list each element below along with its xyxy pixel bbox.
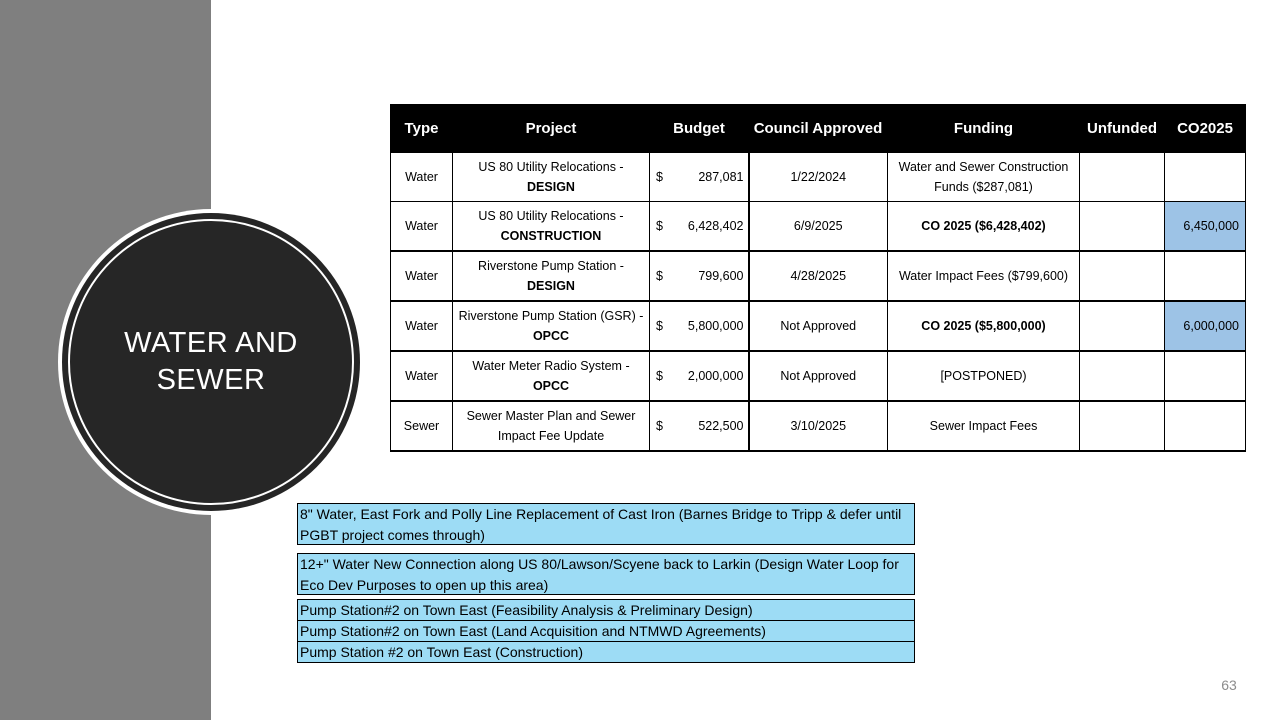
cell-funding: CO 2025 ($6,428,402) (888, 202, 1080, 252)
header-unfunded: Unfunded (1080, 105, 1165, 153)
section-title-line-2: SEWER (156, 364, 266, 396)
projects-table (390, 104, 1246, 452)
cell-currency: $ (650, 401, 672, 451)
cell-unfunded (1080, 301, 1165, 351)
cell-budget: 522,500 (672, 401, 749, 451)
table-header-row (391, 105, 1246, 153)
cell-unfunded (1080, 202, 1165, 252)
cell-unfunded (1080, 401, 1165, 451)
cell-type: Water (391, 202, 453, 252)
cell-budget: 6,428,402 (672, 202, 749, 252)
cell-currency: $ (650, 251, 672, 301)
cell-currency: $ (650, 301, 672, 351)
table-row (391, 202, 1246, 252)
cell-project: Water Meter Radio System - OPCC (453, 351, 650, 401)
cell-funding: Water and Sewer Construction Funds ($287,081) (888, 153, 1080, 202)
header-type: Type (391, 105, 453, 153)
section-title (68, 219, 354, 505)
header-budget: Budget (650, 105, 749, 153)
cell-funding: [POSTPONED) (888, 351, 1080, 401)
section-title-line-1: WATER AND (124, 327, 298, 359)
table-row (391, 401, 1246, 451)
cell-funding: Sewer Impact Fees (888, 401, 1080, 451)
note-box: Pump Station#2 on Town East (Land Acquisition and NTMWD Agreements) (297, 620, 915, 642)
cell-unfunded (1080, 251, 1165, 301)
cell-budget: 2,000,000 (672, 351, 749, 401)
note-box: Pump Station #2 on Town East (Construction) (297, 641, 915, 663)
cell-currency: $ (650, 351, 672, 401)
cell-council-approved: Not Approved (749, 351, 888, 401)
cell-co2025 (1165, 351, 1246, 401)
cell-currency: $ (650, 153, 672, 202)
cell-project: Riverstone Pump Station (GSR) - OPCC (453, 301, 650, 351)
cell-funding: Water Impact Fees ($799,600) (888, 251, 1080, 301)
table-row (391, 153, 1246, 202)
cell-co2025: 6,450,000 (1165, 202, 1246, 252)
header-funding: Funding (888, 105, 1080, 153)
cell-budget: 799,600 (672, 251, 749, 301)
header-co2025: CO2025 (1165, 105, 1246, 153)
note-box: 12+" Water New Connection along US 80/Lawson/Scyene back to Larkin (Design Water Loop for Eco Dev Purposes to open up this area) (297, 553, 915, 595)
cell-co2025 (1165, 153, 1246, 202)
cell-currency: $ (650, 202, 672, 252)
cell-council-approved: 4/28/2025 (749, 251, 888, 301)
cell-budget: 287,081 (672, 153, 749, 202)
cell-unfunded (1080, 351, 1165, 401)
cell-budget: 5,800,000 (672, 301, 749, 351)
page-number: 63 (1221, 677, 1237, 693)
table-row (391, 301, 1246, 351)
cell-council-approved: Not Approved (749, 301, 888, 351)
cell-project: US 80 Utility Relocations - CONSTRUCTION (453, 202, 650, 252)
cell-co2025 (1165, 251, 1246, 301)
cell-council-approved: 3/10/2025 (749, 401, 888, 451)
table-row (391, 351, 1246, 401)
note-box: 8" Water, East Fork and Polly Line Replacement of Cast Iron (Barnes Bridge to Tripp & defer until PGBT project comes through) (297, 503, 915, 545)
cell-co2025: 6,000,000 (1165, 301, 1246, 351)
cell-type: Water (391, 153, 453, 202)
header-project: Project (453, 105, 650, 153)
cell-project: US 80 Utility Relocations - DESIGN (453, 153, 650, 202)
cell-type: Sewer (391, 401, 453, 451)
cell-type: Water (391, 251, 453, 301)
cell-type: Water (391, 301, 453, 351)
cell-funding: CO 2025 ($5,800,000) (888, 301, 1080, 351)
note-box: Pump Station#2 on Town East (Feasibility Analysis & Preliminary Design) (297, 599, 915, 621)
cell-unfunded (1080, 153, 1165, 202)
cell-project: Riverstone Pump Station - DESIGN (453, 251, 650, 301)
header-council-approved: Council Approved (749, 105, 888, 153)
cell-co2025 (1165, 401, 1246, 451)
cell-council-approved: 1/22/2024 (749, 153, 888, 202)
table-row (391, 251, 1246, 301)
cell-type: Water (391, 351, 453, 401)
cell-council-approved: 6/9/2025 (749, 202, 888, 252)
cell-project: Sewer Master Plan and Sewer Impact Fee Update (453, 401, 650, 451)
